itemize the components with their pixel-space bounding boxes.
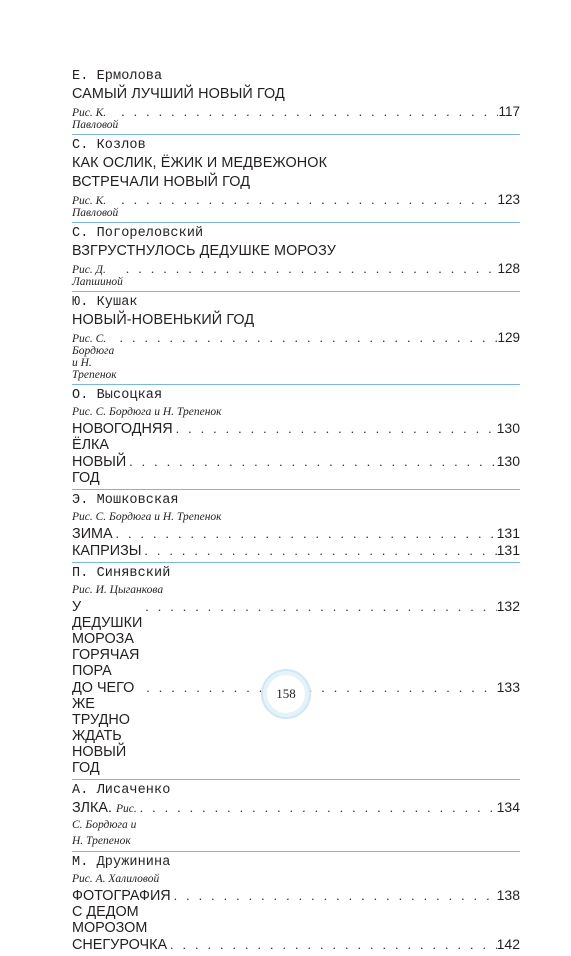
page-reference: 123 [497,192,520,207]
dot-leader [118,192,497,208]
illustrator-credit: Рис. К. Павловой [72,195,119,219]
toc-section [72,490,520,563]
dot-leader [113,526,497,542]
dot-leader [171,888,497,904]
toc-entry[interactable] [72,104,520,131]
story-title-text: СНЕГУРОЧКА [72,937,168,953]
toc-entry[interactable] [72,192,520,219]
toc-section [72,223,520,292]
story-title [72,888,171,936]
toc-entry[interactable] [72,330,520,381]
story-title-text: НОВЫЙ ГОД [72,454,127,486]
toc-section [72,780,520,852]
toc-entry[interactable] [72,598,520,679]
illustrator-credit: Рис. Д. Лапшиной [72,264,123,288]
story-title-text: ДО ЧЕГО ЖЕ ТРУДНО ЖДАТЬ НОВЫЙ ГОД [72,680,135,776]
story-title [72,800,137,848]
story-title-text: КАПРИЗЫ [72,543,142,559]
dot-leader [126,454,496,470]
page-reference: 129 [497,330,520,345]
illustrator-credit: Рис. С. Бордюга и Н. Трепенок [72,333,117,381]
story-title [72,526,113,542]
illustrator-credit: Рис. С. Бордюга и Н. Трепенок [72,511,222,523]
toc-entry[interactable] [72,799,520,848]
dot-leader [142,599,496,615]
story-title: НОВЫЙ-НОВЕНЬКИЙ ГОД [72,312,255,328]
page-reference: 131 [496,525,520,541]
author-name: О. Высоцкая [72,388,163,403]
toc-section [72,66,520,135]
dot-leader [167,937,497,953]
page-reference: 117 [498,104,520,119]
story-title-text: У ДЕДУШКИ МОРОЗА ГОРЯЧАЯ ПОРА [72,599,143,679]
story-title: САМЫЙ ЛУЧШИЙ НОВЫЙ ГОД [72,86,285,102]
illustrator-credit: Рис. К. Павловой [72,107,119,131]
illustrator-credit: Рис. А. Халиловой [72,873,160,885]
page-reference: 130 [496,453,520,469]
toc-section [72,292,520,385]
author-name: Е. Ермолова [72,69,163,84]
toc-entry[interactable] [72,453,520,486]
page-reference: 128 [497,261,520,276]
story-title [72,454,126,486]
story-title: ВСТРЕЧАЛИ НОВЫЙ ГОД [72,174,251,190]
dot-leader [137,800,497,816]
story-title-text: ФОТОГРАФИЯ С ДЕДОМ МОРОЗОМ [72,888,171,936]
table-of-contents [72,66,520,956]
page-reference: 142 [496,936,520,952]
story-title-text: ЗЛКА. [72,800,112,816]
page-reference: 130 [496,420,520,436]
page-reference: 132 [496,598,520,614]
dot-leader [142,543,497,559]
story-title [72,599,142,679]
toc-section [72,852,520,956]
author-name: П. Синявский [72,566,171,581]
page-reference: 133 [496,679,520,695]
toc-entry[interactable] [72,936,520,953]
dot-leader [143,680,496,696]
story-title [72,680,143,776]
toc-section [72,135,520,223]
story-title [72,937,167,953]
story-title-text: ЗИМА [72,526,113,542]
illustrator-credit: Рис. И. Цыганкова [72,584,164,596]
dot-leader [173,421,497,437]
page-reference: 131 [496,542,520,558]
toc-section [72,563,520,780]
author-name: А. Лисаченко [72,783,171,798]
dot-leader [117,330,498,346]
dot-leader [118,104,498,120]
author-name: С. Козлов [72,138,146,153]
page-reference: 134 [496,799,520,815]
dot-leader [123,261,498,277]
toc-entry[interactable] [72,887,520,936]
story-title: ВЗГРУСТНУЛОСЬ ДЕДУШКЕ МОРОЗУ [72,243,336,259]
toc-entry[interactable] [72,420,520,453]
toc-entry[interactable] [72,525,520,542]
illustrator-credit: Рис. С. Бордюга и Н. Трепенок [72,803,137,847]
toc-entry[interactable] [72,261,520,288]
story-title [72,421,173,453]
author-name: Ю. Кушак [72,295,138,310]
illustrator-credit: Рис. С. Бордюга и Н. Трепенок [72,406,222,418]
story-title [72,543,142,559]
author-name: Э. Мошковская [72,493,179,508]
page-number: 158 [276,686,296,701]
page-reference: 138 [496,887,520,903]
author-name: М. Дружинина [72,855,171,870]
story-title-text: НОВОГОДНЯЯ ЁЛКА [72,421,173,453]
author-name: С. Погореловский [72,226,204,241]
toc-section [72,385,520,490]
toc-entry[interactable] [72,542,520,559]
story-title: КАК ОСЛИК, ЁЖИК И МЕДВЕЖОНОК [72,155,328,171]
page-number-badge [267,675,305,713]
